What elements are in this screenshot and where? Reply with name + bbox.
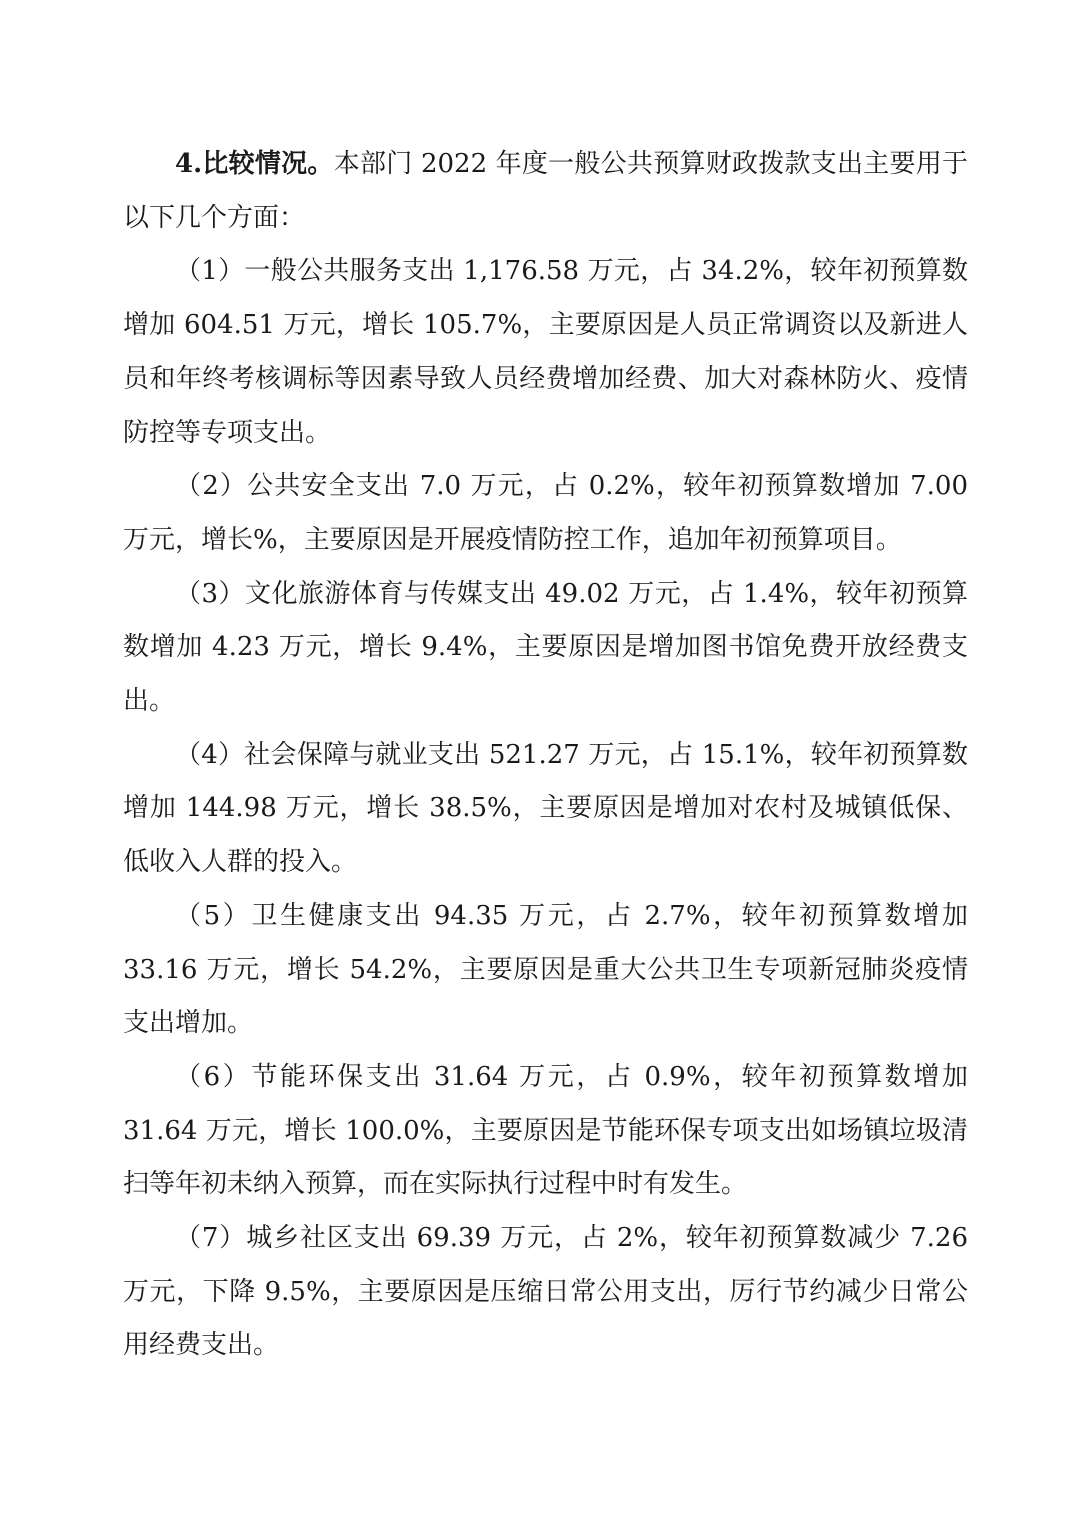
paragraph-text: 本部门 2022 年度一般公共预算财政拨款支出主要用于以下几个方面： — [123, 149, 968, 233]
paragraph-item-7: （7）城乡社区支出 69.39 万元，占 2%，较年初预算数减少 7.26 万元，下降 9.5%，主要原因是压缩日常公用支出，厉行节约减少日常公用经费支出。 — [123, 1223, 968, 1361]
document-body — [123, 138, 968, 1373]
paragraph-item-5: （5）卫生健康支出 94.35 万元，占 2.7%，较年初预算数增加 33.16 万元，增长 54.2%，主要原因是重大公共卫生专项新冠肺炎疫情支出增加。 — [123, 900, 968, 1039]
paragraph-item-6: （6）节能环保支出 31.64 万元，占 0.9%，较年初预算数增加 31.64 万元，增长 100.0%，主要原因是节能环保专项支出如场镇垃圾清扫等年初未纳入预算，而在实际执行过程中时有发生。 — [123, 1061, 968, 1200]
paragraph-item-4: （4）社会保障与就业支出 521.27 万元，占 15.1%，较年初预算数增加 144.98 万元，增长 38.5%，主要原因是增加对农村及城镇低保、低收入人群的投入。 — [123, 739, 968, 878]
paragraph-item-3: （3）文化旅游体育与传媒支出 49.02 万元，占 1.4%，较年初预算数增加 4.23 万元，增长 9.4%，主要原因是增加图书馆免费开放经费支出。 — [123, 578, 968, 717]
section-heading: 4.比较情况。 — [175, 149, 334, 179]
paragraph-item-1: （1）一般公共服务支出 1,176.58 万元，占 34.2%，较年初预算数增加 604.51 万元，增长 105.7%，主要原因是人员正常调资以及新进人员和年终考核调标等因素导致人员经费增加经费、加大对森林防火、疫情防控等专项支出。 — [123, 256, 968, 448]
paragraph-comparison-intro — [123, 138, 968, 245]
paragraph-item-2: （2）公共安全支出 7.0 万元，占 0.2%，较年初预算数增加 7.00 万元，增长%，主要原因是开展疫情防控工作，追加年初预算项目。 — [123, 471, 968, 555]
